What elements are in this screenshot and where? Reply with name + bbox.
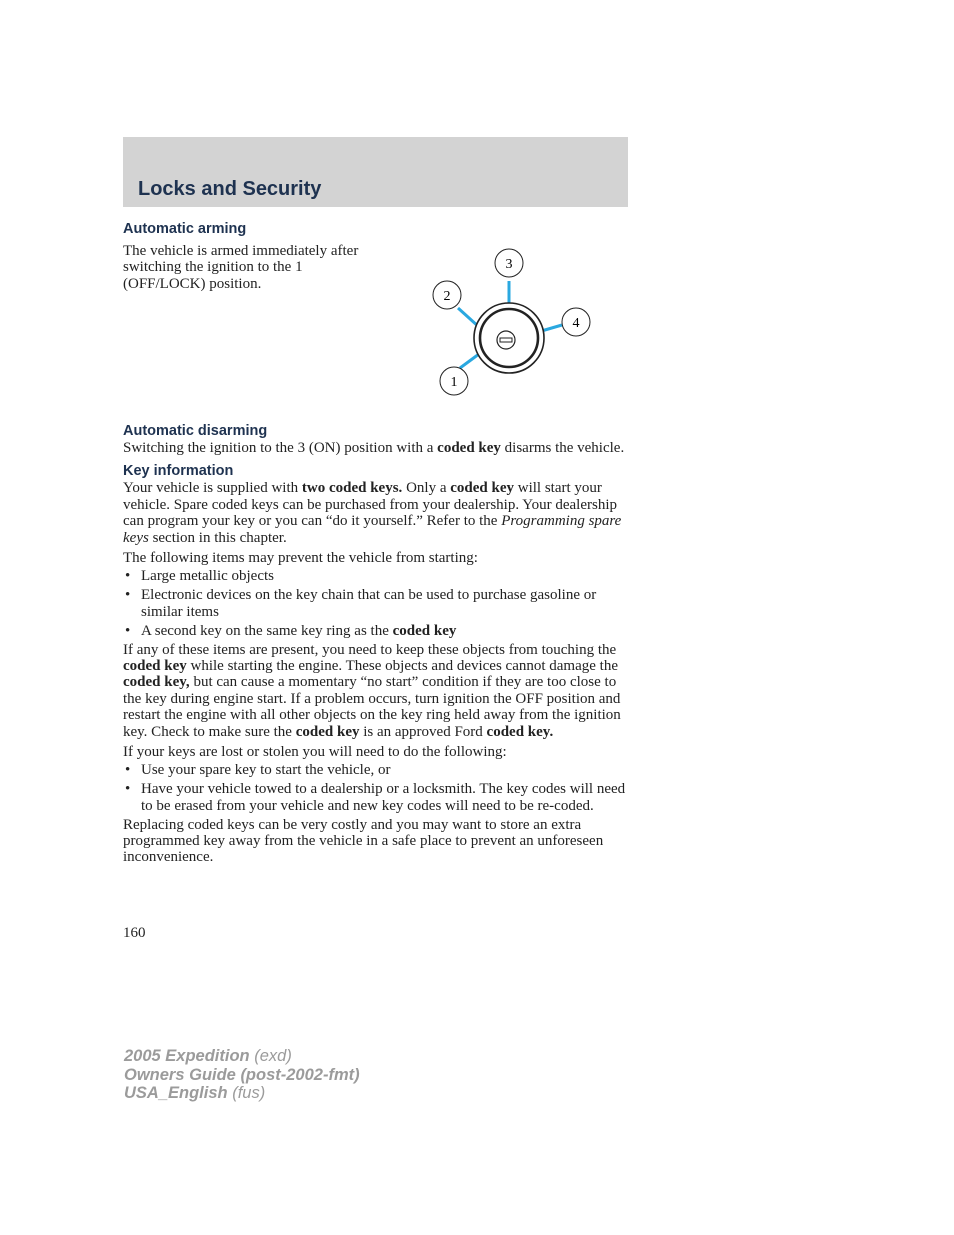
automatic-disarming-heading: Automatic disarming [123,423,268,439]
key-information-paragraph-5: Replacing coded keys can be very costly and you may want to store an extra programmed key away from the vehicle in a safe place to prevent an unforeseen inconvenience. [123,816,604,866]
footer-line-2: Owners Guide (post-2002-fmt) [124,1065,360,1084]
list-item: • Use your spare key to start the vehicle, or [123,762,628,778]
key-information-paragraph-4: If your keys are lost or stolen you will need to do the following: [123,744,507,760]
position-callout-4 [562,308,590,336]
position-label-3: 3 [505,257,513,272]
leader-line-1 [460,354,479,368]
lost-keys-list [123,762,628,814]
list-item: • A second key on the same key ring as the coded key [123,623,628,639]
key-information-paragraph-1: Your vehicle is supplied with two coded keys. Only a coded key will start your vehicle. Spare coded keys can be purchased from your dealership. Your dealership can program your key or you can “do it yourself.” Refer to the Programming spare keys section in this chapter. [123,480,622,546]
position-callout-1 [440,367,468,395]
key-information-paragraph-3: If any of these items are present, you need to keep these objects from touching the coded key while starting the engine. These objects and devices cannot damage the coded key, but can cause a momentary “no start” condition if they are too close to the key during engine start. If a problem occurs, turn ignition the OFF position and restart the engine with all other objects on the key ring held away from the ignition key. Check to make sure the coded key is an approved Ford coded key. [123,641,621,740]
key-information-paragraph-2: The following items may prevent the vehicle from starting: [123,550,478,567]
section-title: Locks and Security [138,178,322,200]
page-number: 160 [123,925,146,941]
automatic-arming-section [123,220,628,416]
ignition-switch-diagram [423,244,603,399]
page-content [123,220,628,866]
document-footer [124,1047,360,1103]
leader-line-2 [458,308,479,327]
section-header-band [123,137,628,207]
position-callout-3 [495,249,523,277]
list-item: • Have your vehicle towed to a dealership or a locksmith. The key codes will need to be erased from your vehicle and new key codes will need to be re-coded. [123,781,628,814]
footer-line-1: 2005 Expedition (exd) [124,1047,292,1065]
list-item: • Electronic devices on the key chain that can be used to purchase gasoline or similar items [123,587,628,620]
starting-obstacles-list [123,568,628,639]
list-item: • Large metallic objects [123,568,628,584]
automatic-disarming-text: Switching the ignition to the 3 (ON) position with a coded key disarms the vehicle. [123,440,625,456]
ignition-cylinder-icon [474,303,544,373]
position-callout-2 [433,281,461,309]
position-label-2: 2 [443,289,451,304]
position-label-1: 1 [450,375,458,390]
automatic-arming-heading: Automatic arming [123,221,247,237]
automatic-arming-text: The vehicle is armed immediately after switching the ignition to the 1 (OFF/LOCK) position. [123,243,359,292]
key-information-heading: Key information [123,463,234,480]
position-label-4: 4 [572,316,580,331]
footer-line-3: USA_English (fus) [124,1084,266,1102]
